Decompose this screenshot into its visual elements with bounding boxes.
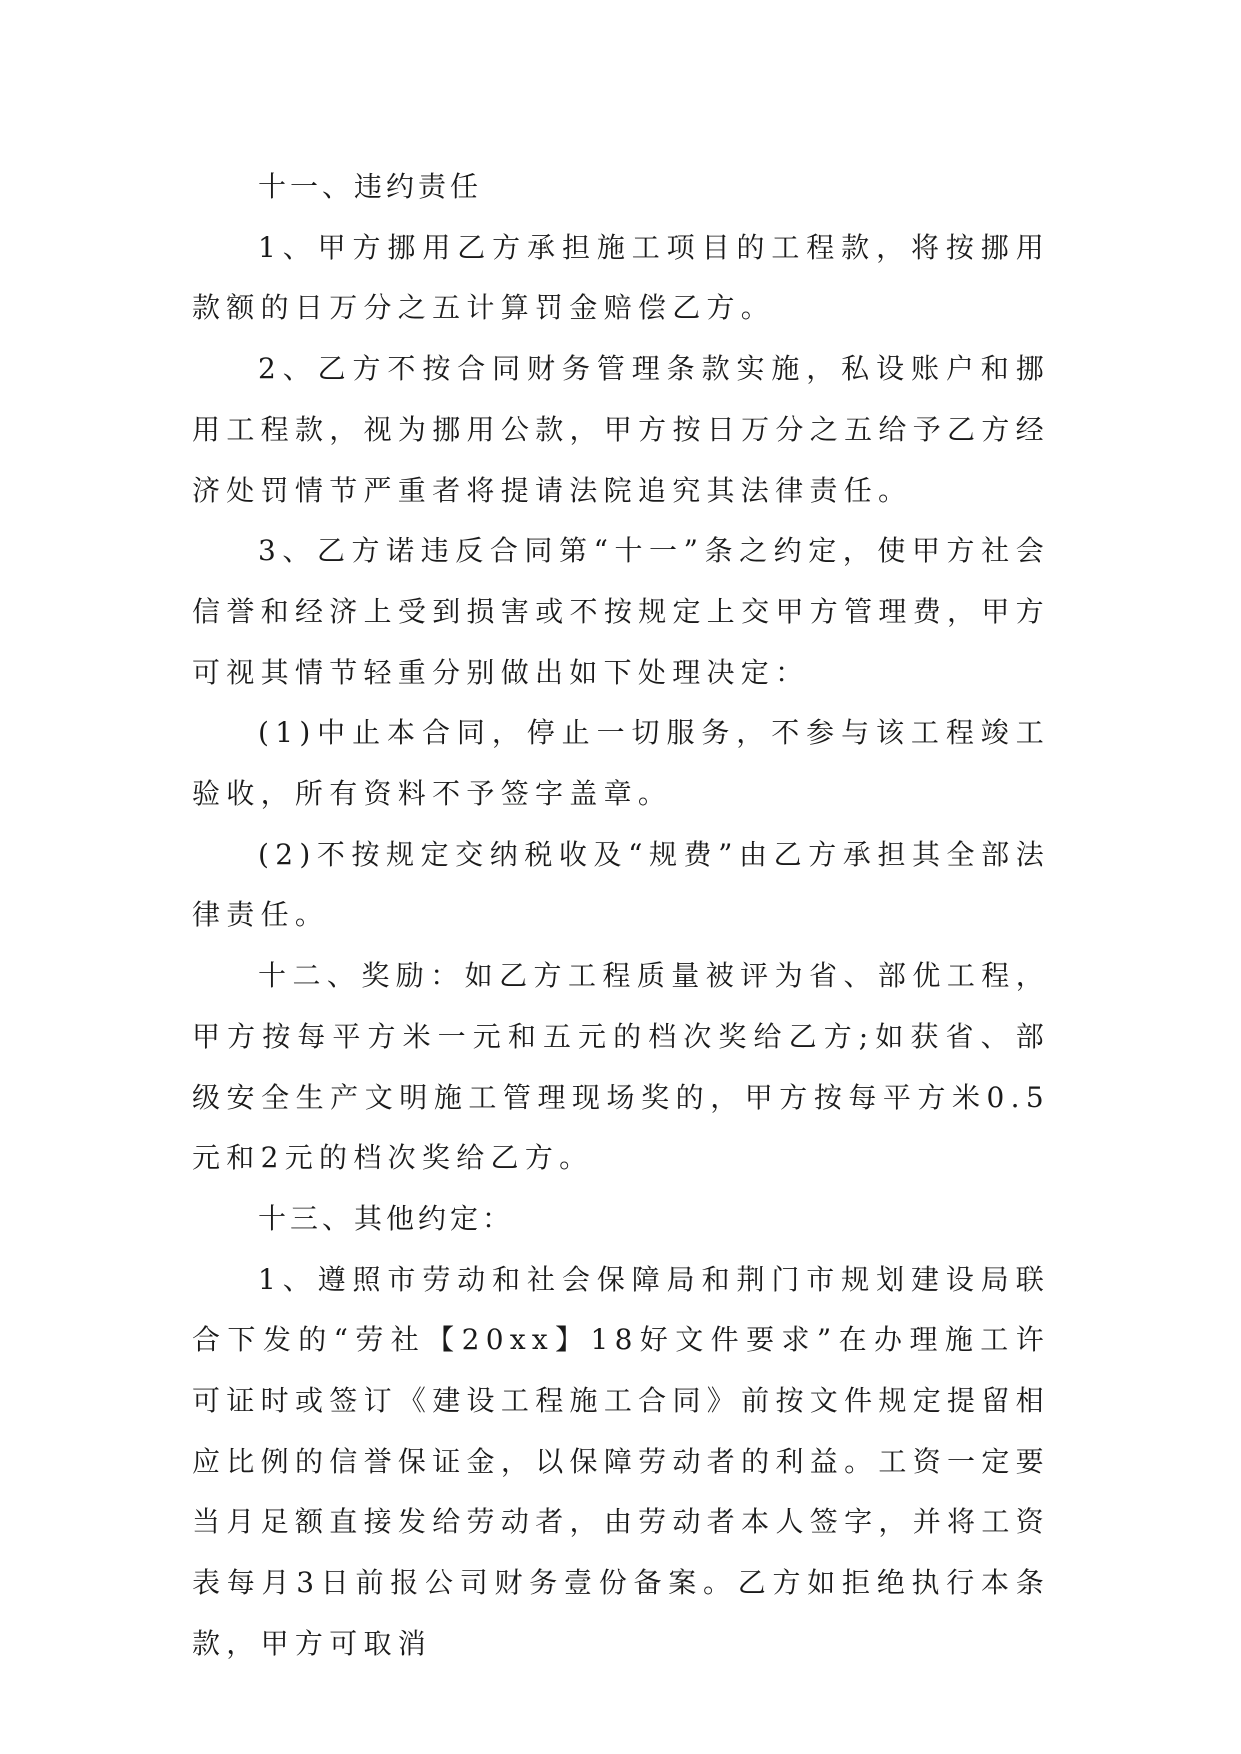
clause-paragraph: 1、甲方挪用乙方承担施工项目的工程款，将按挪用款额的日万分之五计算罚金赔偿乙方。 [192, 230, 1050, 325]
section-heading-breach-liability: 十一、违约责任 [258, 170, 483, 203]
section-paragraph-rewards: 十二、奖励：如乙方工程质量被评为省、部优工程，甲方按每平方米一元和五元的档次奖给乙方;如获省、部级安全生产文明施工管理现场奖的，甲方按每平方米0.5元和2元的档次奖给乙方。 [192, 959, 1050, 1175]
clause-paragraph: 2、乙方不按合同财务管理条款实施，私设账户和挪用工程款，视为挪用公款，甲方按日万分之五给予乙方经济处罚情节严重者将提请法院追究其法律责任。 [192, 352, 1050, 507]
clause-paragraph: (2)不按规定交纳税收及“规费”由乙方承担其全部法律责任。 [192, 837, 1050, 932]
section-heading-other-agreements: 十三、其他约定： [258, 1201, 515, 1235]
clause-paragraph: (1)中止本合同，停止一切服务，不参与该工程竣工验收，所有资料不予签字盖章。 [192, 716, 1050, 811]
clause-paragraph: 1、遵照市劳动和社会保障局和荆门市规划建设局联合下发的“劳社【20xx】18好文件要求”在办理施工许可证时或签订《建设工程施工合同》前按文件规定提留相应比例的信誉保证金，以保障劳动者的利益。工资一定要当月足额直接发给劳动者，由劳动者本人签字，并将工资表每月3日前报公司财务壹份备案。乙方如拒绝执行本条款，甲方可取消 [192, 1262, 1050, 1660]
clause-paragraph: 3、乙方诺违反合同第“十一”条之约定，使甲方社会信誉和经济上受到损害或不按规定上交甲方管理费，甲方可视其情节轻重分别做出如下处理决定： [192, 534, 1050, 689]
document-body [192, 157, 1050, 1675]
